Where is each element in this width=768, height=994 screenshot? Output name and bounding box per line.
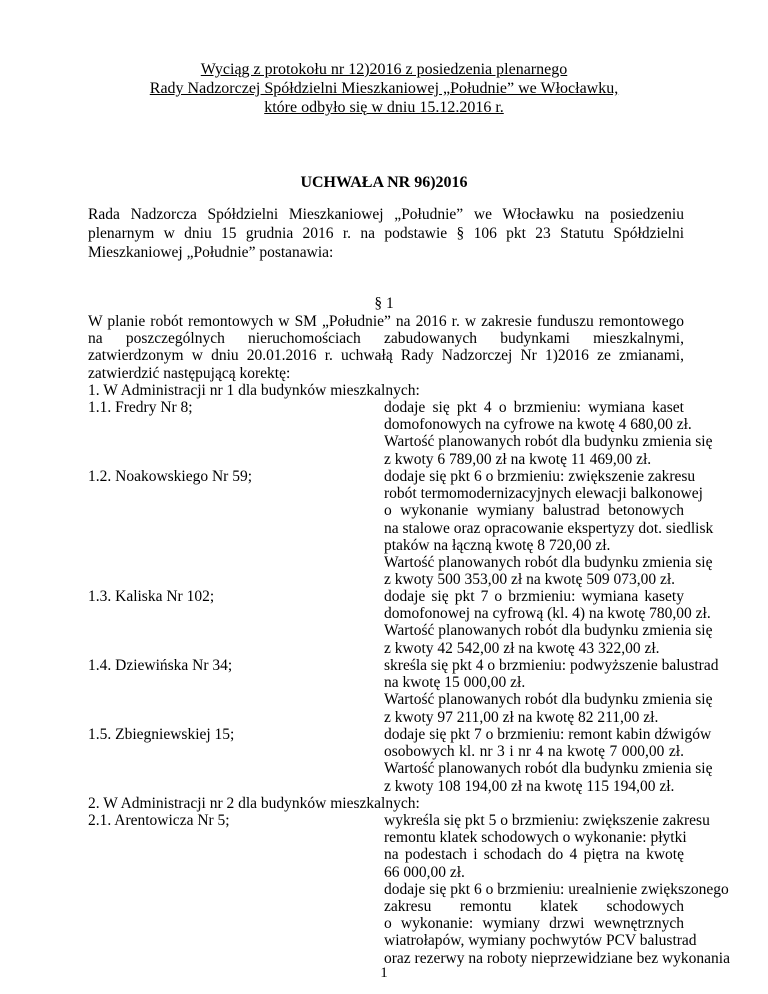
- item-label: 1.1. Fredry Nr 8;: [88, 399, 193, 416]
- item-line: oraz rezerwy na roboty nieprzewidziane bez wykonania: [384, 949, 730, 967]
- item-line: Wartość planowanych robót dla budynku zmienia się: [384, 760, 713, 778]
- item-line: z kwoty 97 211,00 zł na kwotę 82 211,00 zł.: [384, 708, 659, 726]
- section-paragraph: [88, 313, 684, 382]
- heading-line-1: Wyciąg z protokołu nr 12)2016 z posiedzenia plenarnego: [200, 61, 568, 78]
- protocol-heading: [0, 60, 768, 117]
- item-label: 1.5. Zbiegniewskiej 15;: [88, 726, 235, 743]
- item-line: z kwoty 42 542,00 zł na kwotę 43 322,00 zł.: [384, 639, 660, 657]
- item-line: na kwotę 15 000,00 zł.: [384, 674, 526, 692]
- item-description: [384, 812, 730, 967]
- item-line: skreśla się pkt 4 o brzmieniu: podwyższenie balustrad: [384, 657, 719, 674]
- item-line: dodaje się pkt 6 o brzmieniu: urealnienie zwiększonego: [384, 880, 729, 898]
- item-line: o wykonanie wymiany balustrad betonowych: [384, 502, 684, 520]
- item-line: dodaje się pkt 4 o brzmieniu: wymiana kaset: [384, 399, 684, 416]
- section-mark: § 1: [374, 295, 394, 312]
- item-line: na podestach i schodach do 4 piętra na kwotę: [384, 846, 684, 864]
- item-label: 1.3. Kaliska Nr 102;: [88, 588, 215, 605]
- paragraph-line: W planie robót remontowych w SM „Południe” na 2016 r. w zakresie funduszu remontowego: [88, 313, 684, 330]
- item-line: o wykonanie: wymiany drzwi wewnętrznych: [384, 915, 684, 933]
- item-line: domofonowych na cyfrowe na kwotę 4 680,00 zł.: [384, 416, 692, 434]
- item-line: ptaków na łączną kwotę 8 720,00 zł.: [384, 536, 611, 554]
- item-line: dodaje się pkt 7 o brzmieniu: remont kabin dźwigów: [384, 726, 712, 743]
- admin-2-heading: 2. W Administracji nr 2 dla budynków mieszkalnych:: [88, 795, 420, 812]
- item-line: robót termomodernizacyjnych elewacji balkonowej: [384, 485, 703, 503]
- paragraph-line: zatwierdzonym w dniu 20.01.2016 r. uchwałą Rady Nadzorczej Nr 1)2016 ze zmianami,: [88, 347, 684, 365]
- item-line: z kwoty 108 194,00 zł na kwotę 115 194,00 zł.: [384, 777, 675, 795]
- heading-line-3: które odbyło się w dniu 15.12.2016 r.: [264, 99, 504, 116]
- item-line: Wartość planowanych robót dla budynku zmienia się: [384, 553, 713, 571]
- item-description: [384, 399, 713, 468]
- paragraph-line: na poszczególnych nieruchomościach zabudowanych budynkami mieszkalnymi,: [88, 330, 684, 348]
- item-line: wykreśla się pkt 5 o brzmieniu: zwiększenie zakresu: [384, 812, 710, 829]
- item-line: na stalowe oraz opracowanie ekspertyzy dot. siedlisk: [384, 519, 714, 537]
- item-label: 1.2. Noakowskiego Nr 59;: [88, 468, 253, 485]
- item-line: dodaje się pkt 6 o brzmieniu: zwiększenie zakresu: [384, 468, 696, 485]
- item-line: Wartość planowanych robót dla budynku zmienia się: [384, 433, 713, 451]
- item-line: Wartość planowanych robót dla budynku zmienia się: [384, 622, 713, 640]
- item-line: wiatrołapów, wymiany pochwytów PCV balustrad: [384, 932, 697, 950]
- item-label: 1.4. Dziewińska Nr 34;: [88, 657, 233, 674]
- heading-line-2: Rady Nadzorczej Spółdzielni Mieszkaniowej „Południe” we Włocławku,: [149, 80, 619, 97]
- paragraph-line: zatwierdzić następującą korektę:: [88, 364, 291, 382]
- item-description: [384, 726, 713, 795]
- item-line: osobowych kl. nr 3 i nr 4 na kwotę 7 000,00 zł.: [384, 743, 684, 761]
- item-line: zakresu remontu klatek schodowych: [384, 897, 684, 915]
- item-description: [384, 588, 713, 657]
- intro-paragraph: Rada Nadzorcza Spółdzielni Mieszkaniowej „Południe” we Włocławku na posiedzeniu plenarnym w dniu 15 grudnia 2016 r. na podstawie § 106 pkt 23 Statutu Spółdzielni Mieszkaniowej „Południe” postanawia:: [88, 206, 684, 261]
- item-description: [384, 468, 714, 589]
- item-line: z kwoty 6 789,00 zł na kwotę 11 469,00 zł.: [384, 450, 652, 468]
- resolution-title: UCHWAŁA NR 96)2016: [300, 174, 468, 191]
- item-description: [384, 657, 719, 726]
- item-line: Wartość planowanych robót dla budynku zmienia się: [384, 691, 713, 709]
- item-line: domofonowej na cyfrową (kl. 4) na kwotę 780,00 zł.: [384, 605, 711, 623]
- admin-1-heading: 1. W Administracji nr 1 dla budynków mieszkalnych:: [88, 382, 420, 399]
- item-line: dodaje się pkt 7 o brzmieniu: wymiana kasety: [384, 588, 684, 605]
- page-number: 1: [380, 965, 388, 981]
- item-line: remontu klatek schodowych o wykonanie: płytki: [384, 829, 687, 847]
- item-line: z kwoty 500 353,00 zł na kwotę 509 073,00 zł.: [384, 571, 676, 589]
- item-label: 2.1. Arentowicza Nr 5;: [88, 812, 230, 829]
- item-line: 66 000,00 zł.: [384, 863, 465, 881]
